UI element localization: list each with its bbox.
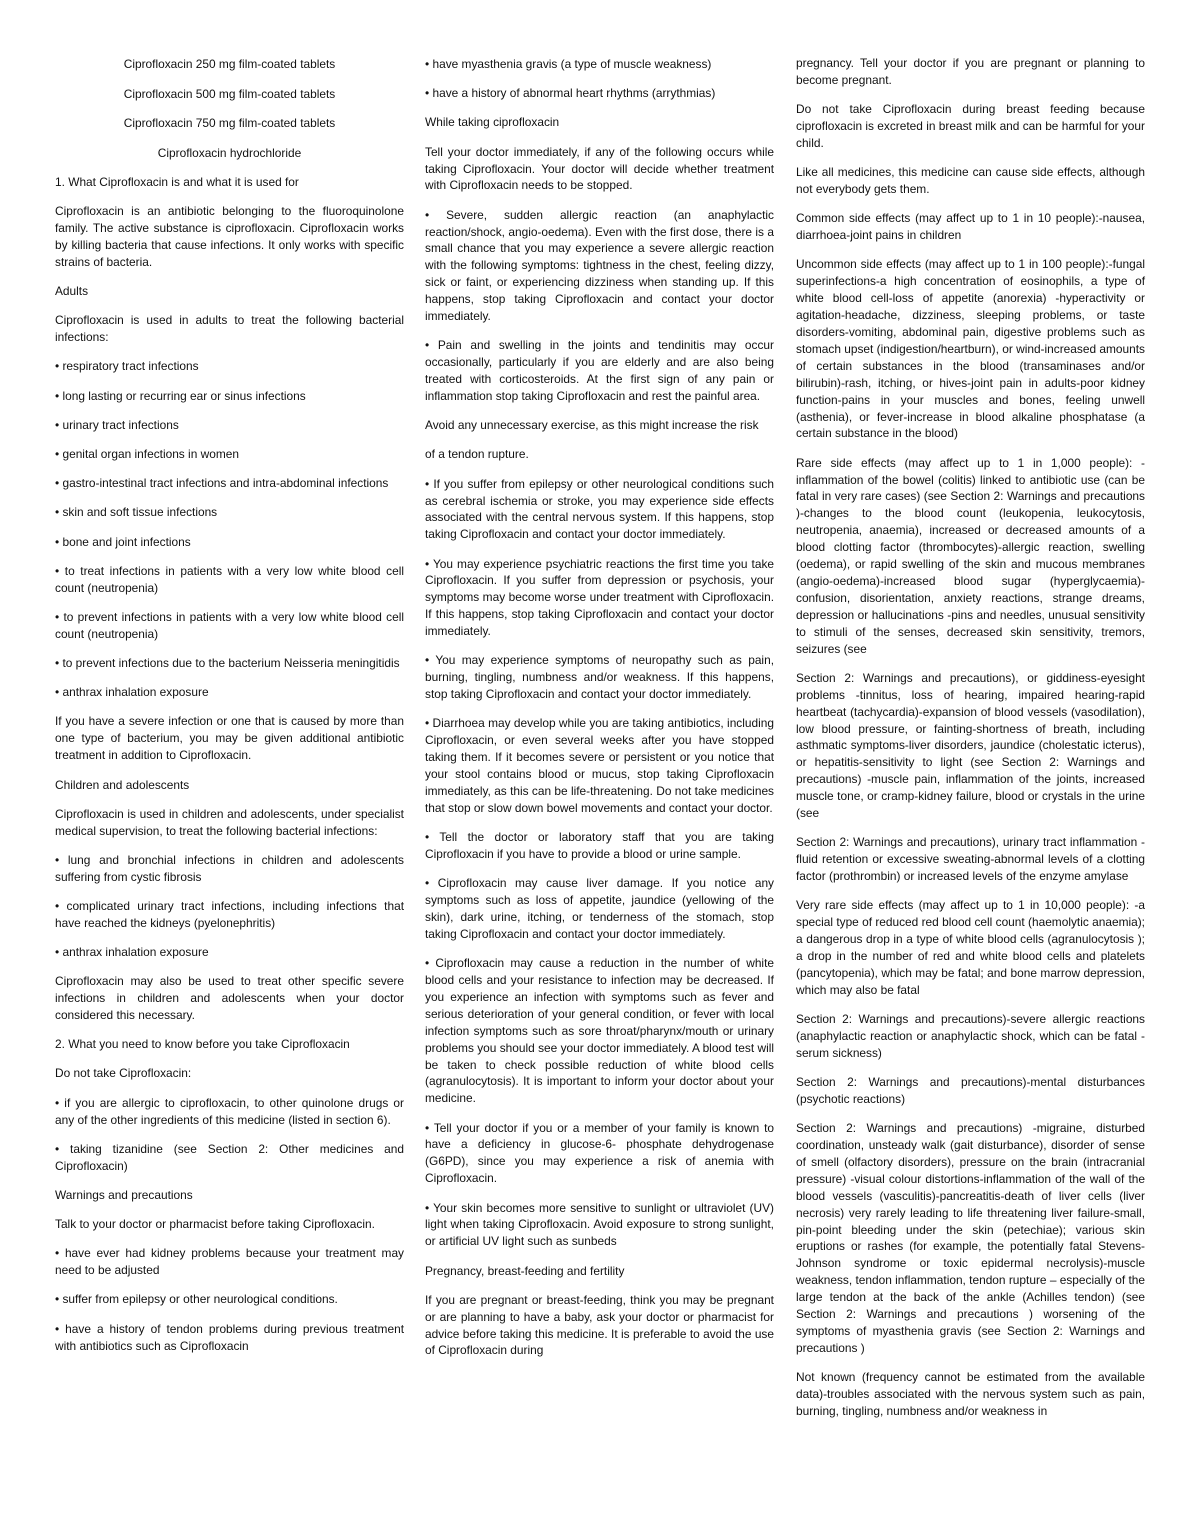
column-1 [55,56,404,1367]
paragraph: Uncommon side effects (may affect up to 1 in 100 people):-fungal superinfections-a high concentration of eosinophils, a type of white blood cell-loss of appetite (anorexia) -hyperactivity or agitation-headache, dizziness, sleeping problems, or taste disorders-vomiting, abdominal pain, digestive problems such as stomach upset (indigestion/heartburn), or wind-increased amounts of certain substances in the blood (transaminases and/or bilirubin)-rash, itching, or hives-joint pain in adults-poor kidney function-pains in your muscles and bones, feeling unwell (asthenia), or fever-increase in blood alkaline phosphatase (a certain substance in the blood) [796,257,1145,441]
paragraph: • to treat infections in patients with a very low white blood cell count (neutropenia) [55,563,404,595]
paragraph: • anthrax inhalation exposure [55,945,209,960]
paragraph: Ciprofloxacin may also be used to treat other specific severe infections in children and adolescents when your doctor considered this necessary. [55,974,404,1023]
paragraph: • if you are allergic to ciprofloxacin, to other quinolone drugs or any of the other ingredients of this medicine (listed in section 6). [55,1095,404,1127]
paragraph: • If you suffer from epilepsy or other neurological conditions such as cerebral ischemia or stroke, you may experience side effects associated with the central nervous system. If this happens, stop taking Ciprofloxacin and contact your doctor immediately. [425,476,774,542]
document-title: Ciprofloxacin 250 mg film-coated tablets [123,57,336,71]
paragraph: Ciprofloxacin is used in adults to treat the following bacterial infections: [55,313,404,345]
paragraph: • have a history of tendon problems during previous treatment with antibiotics such as Ciprofloxacin [55,1321,404,1353]
paragraph: Children and adolescents [55,777,190,792]
paragraph: • have myasthenia gravis (a type of muscle weakness) [425,57,712,71]
paragraph: Do not take Ciprofloxacin: [55,1066,192,1081]
document-title: Ciprofloxacin 500 mg film-coated tablets [123,86,336,101]
paragraph: Common side effects (may affect up to 1 in 10 people):-nausea, diarrhoea-joint pains in children [796,211,1145,243]
paragraph: 1. What Ciprofloxacin is and what it is used for [55,175,299,189]
paragraph: • Ciprofloxacin may cause liver damage. If you notice any symptoms such as loss of appetite, jaundice (yellowing of the skin), dark urine, itching, or tenderness of the stomach, stop taking Ciprofloxacin and contact your doctor immediately. [425,876,774,941]
paragraph: Avoid any unnecessary exercise, as this might increase the risk [425,418,759,433]
paragraph: Ciprofloxacin is used in children and adolescents, under specialist medical supervision, to treat the following bacterial infections: [55,806,404,838]
paragraph: Section 2: Warnings and precautions)-severe allergic reactions (anaphylactic reaction or anaphylactic shock, which can be fatal - serum sickness) [796,1011,1145,1060]
paragraph: • lung and bronchial infections in children and adolescents suffering from cystic fibrosis [55,852,404,884]
paragraph: • urinary tract infections [55,417,179,432]
paragraph: • to prevent infections due to the bacterium Neisseria meningitidis [55,656,400,671]
paragraph: • Ciprofloxacin may cause a reduction in the number of white blood cells and your resistance to infection may be decreased. If you experience an infection with symptoms such as fever and serious deterioration of your general condition, or fever with local infection symptoms such as sore throat/pharynx/mouth or urinary problems you should see your doctor immediately. A blood test will be taken to check possible reduction of white blood cells (agranulocytosis). It is important to inform your doctor about your medicine. [425,956,774,1106]
document-title: Ciprofloxacin hydrochloride [157,145,302,160]
paragraph: • respiratory tract infections [55,359,199,374]
paragraph: • suffer from epilepsy or other neurological conditions. [55,1292,338,1307]
paragraph: • long lasting or recurring ear or sinus infections [55,388,306,403]
paragraph: • have a history of abnormal heart rhythms (arrythmias) [425,86,716,101]
paragraph: • complicated urinary tract infections, including infections that have reached the kidneys (pyelonephritis) [55,898,404,930]
paragraph: Ciprofloxacin is an antibiotic belonging to the fluoroquinolone family. The active substance is ciprofloxacin. Ciprofloxacin works by killing bacteria that cause infections. It only works with specific strains of bacteria. [55,204,404,269]
paragraph: Rare side effects (may affect up to 1 in 1,000 people): -inflammation of the bowel (colitis) linked to antibiotic use (can be fatal in very rare cases) (see Section 2: Warnings and precautions )-changes to the blood count (leukopenia, leukocytosis, neutropenia, anaemia), increased or decreased amounts of a blood clotting factor (thrombocytes)-allergic reaction, swelling (oedema), or rapid swelling of the skin and mucous membranes (angio-oedema)-increased blood sugar (hyperglycaemia)-confusion, disorientation, anxiety reactions, strange dreams, depression or hallucinations -pins and needles, unusual sensitivity to stimuli of the senses, decreased skin sensitivity, tremors, seizures (see [796,455,1145,656]
paragraph: • have ever had kidney problems because your treatment may need to be adjusted [55,1246,404,1278]
paragraph: Adults [55,284,89,299]
paragraph: If you have a severe infection or one that is caused by more than one type of bacterium, you may be given additional antibiotic treatment in addition to Ciprofloxacin. [55,714,404,763]
paragraph: Very rare side effects (may affect up to 1 in 10,000 people): -a special type of reduced red blood cell count (haemolytic anaemia); a dangerous drop in a type of white blood cells (agranulocytosis ); a drop in the number of red and white blood cells and platelets (pancytopenia), which may be fatal; and bone marrow depression, which may also be fatal [796,898,1145,997]
paragraph: of a tendon rupture. [425,447,529,462]
paragraph: Section 2: Warnings and precautions) -migraine, disturbed coordination, unsteady walk (gait disturbance), disorder of sense of smell (olfactory disorders), pressure on the brain (intracranial pressure) -visual colour distortions-inflammation of the wall of the blood vessels (vasculitis)-pancreatitis-death of liver cells (liver necrosis) very rarely leading to life threatening liver failure-small, pin-point bleeding under the skin (petechiae); various skin eruptions or rashes (for example, the potentially fatal Stevens-Johnson syndrome or toxic epidermal necrolysis)-muscle weakness, tendon inflammation, tendon rupture – especially of the large tendon at the back of the ankle (Achilles tendon) (see Section 2: Warnings and precautions ) worsening of the symptoms of myasthenia gravis (see Section 2: Warnings and precautions ) [796,1121,1146,1355]
paragraph: Section 2: Warnings and precautions)-mental disturbances (psychotic reactions) [796,1075,1145,1106]
paragraph: Pregnancy, breast-feeding and fertility [425,1263,625,1278]
paragraph: • genital organ infections in women [55,447,239,462]
paragraph: • gastro-intestinal tract infections and intra-abdominal infections [55,476,389,491]
paragraph: • taking tizanidine (see Section 2: Other medicines and Ciprofloxacin) [55,1141,404,1173]
paragraph: • Pain and swelling in the joints and tendinitis may occur occasionally, particularly if you are elderly and are also being treated with corticosteroids. At the first sign of any pain or inflammation stop taking Ciprofloxacin and rest the painful area. [425,338,774,403]
paragraph: • Tell the doctor or laboratory staff that you are taking Ciprofloxacin if you have to provide a blood or urine sample. [425,830,774,861]
paragraph: If you are pregnant or breast-feeding, think you may be pregnant or are planning to have a baby, ask your doctor or pharmacist for advice before taking this medicine. It is preferable to avoid the use of Ciprofloxacin during [425,1292,774,1358]
paragraph: • to prevent infections in patients with a very low white blood cell count (neutropenia) [55,609,404,641]
paragraph: Warnings and precautions [55,1187,193,1202]
column-2 [425,56,774,1372]
paragraph: Section 2: Warnings and precautions), urinary tract inflammation -fluid retention or excessive sweating-abnormal levels of a clotting factor (prothrombin) or increased levels of the enzyme amylase [796,835,1145,884]
document-title: Ciprofloxacin 750 mg film-coated tablets [123,116,336,130]
paragraph: 2. What you need to know before you take Ciprofloxacin [55,1037,350,1052]
paragraph: Section 2: Warnings and precautions), or giddiness-eyesight problems -tinnitus, loss of hearing, impaired hearing-rapid heartbeat (tachycardia)-expansion of blood vessels (vasodilation), low blood pressure, or fainting-shortness of breath, including asthmatic symptoms-liver disorders, jaundice (cholestatic icterus), or hepatitis-sensitivity to light (see Section 2: Warnings and precautions) -muscle pain, inflammation of the joints, increased muscle tone, or cramp-kidney failure, blood or crystals in the urine (see [796,670,1145,821]
paragraph: • Tell your doctor if you or a member of your family is known to have a deficiency in glucose-6- phosphate dehydrogenase (G6PD), since you may experience a risk of anemia with Ciprofloxacin. [425,1120,774,1186]
paragraph: • anthrax inhalation exposure [55,685,209,700]
column-3 [796,55,1145,1432]
paragraph: • Your skin becomes more sensitive to sunlight or ultraviolet (UV) light when taking Ciprofloxacin. Avoid exposure to strong sunlight, or artificial UV light such as sunbeds [425,1200,774,1249]
paragraph: • Severe, sudden allergic reaction (an anaphylactic reaction/shock, angio-oedema). Even with the first dose, there is a small chance that you may experience a severe allergic reaction with the following symptoms: tightness in the chest, feeling dizzy, sick or faint, or experiencing dizziness when standing up. If this happens, stop taking Ciprofloxacin and contact your doctor immediately. [425,207,774,324]
paragraph: pregnancy. Tell your doctor if you are pregnant or planning to become pregnant. [796,56,1145,87]
paragraph: • You may experience psychiatric reactions the first time you take Ciprofloxacin. If you suffer from depression or psychosis, your symptoms may become worse under treatment with Ciprofloxacin. If this happens, stop taking Ciprofloxacin and contact your doctor immediately. [425,556,774,639]
paragraph: Tell your doctor immediately, if any of the following occurs while taking Ciprofloxacin. Your doctor will decide whether treatment with Ciprofloxacin needs to be stopped. [425,144,774,193]
paragraph: Talk to your doctor or pharmacist before taking Ciprofloxacin. [55,1217,375,1232]
paragraph: • Diarrhoea may develop while you are taking antibiotics, including Ciprofloxacin, or even several weeks after you have stopped taking them. If it becomes severe or persistent or you notice that your stool contains blood or mucus, stop taking Ciprofloxacin immediately, as this can be life-threatening. Do not take medicines that stop or slow down bowel movements and contact your doctor. [425,716,774,815]
paragraph: While taking ciprofloxacin [425,115,560,130]
paragraph: Like all medicines, this medicine can cause side effects, although not everybody gets them. [796,165,1145,197]
paragraph: • bone and joint infections [55,534,191,549]
paragraph: Not known (frequency cannot be estimated from the available data)-troubles associated with the nervous system such as pain, burning, tingling, numbness and/or weakness in [796,1370,1145,1418]
paragraph: • You may experience symptoms of neuropathy such as pain, burning, tingling, numbness and/or weakness. If this happens, stop taking Ciprofloxacin and contact your doctor immediately. [425,653,774,702]
paragraph: Do not take Ciprofloxacin during breast feeding because ciprofloxacin is excreted in breast milk and can be harmful for your child. [796,102,1145,150]
paragraph: • skin and soft tissue infections [55,505,218,520]
